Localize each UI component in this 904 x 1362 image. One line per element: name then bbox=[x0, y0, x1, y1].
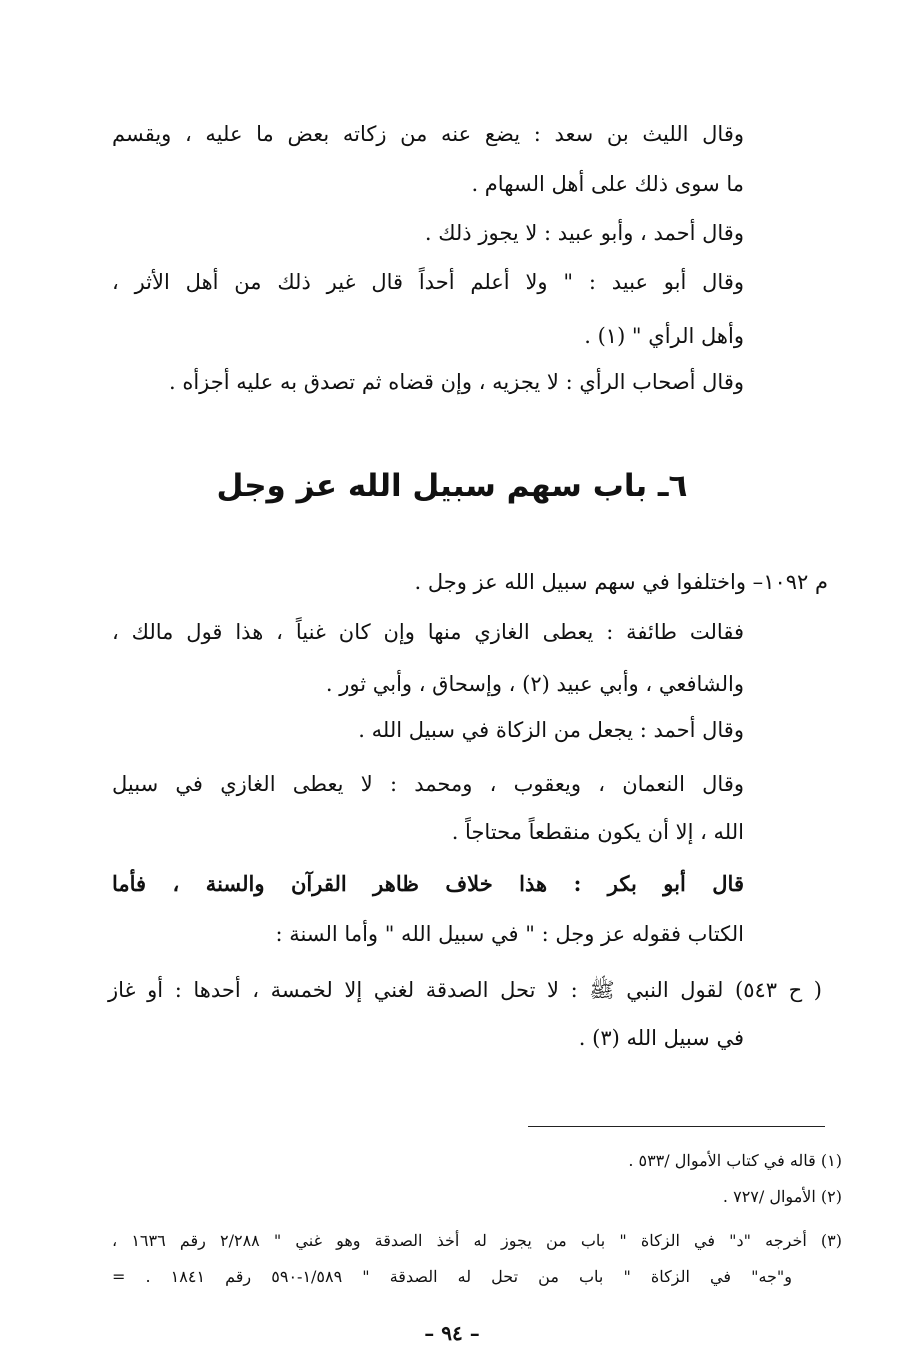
page-number: – ٩٤ – bbox=[424, 1321, 480, 1345]
chapter-heading: ٦ـ باب سهم سبيل الله عز وجل bbox=[216, 468, 688, 504]
text-line: الكتاب فقوله عز وجل : " في سبيل الله " وأما السنة : bbox=[275, 922, 744, 946]
text-line: وأهل الرأي " (١) . bbox=[584, 324, 744, 348]
footnote: (٣) أخرجه "د" في الزكاة " باب من يجوز له أخذ الصدقة وهو غني " ٢/٢٨٨ رقم ١٦٣٦ ، bbox=[112, 1231, 843, 1250]
text-line: ( ح ٥٤٣) لقول النبي ﷺ : لا تحل الصدقة لغني إلا لخمسة ، أحدها : أو غاز bbox=[108, 978, 823, 1002]
text-line: وقال أحمد ، وأبو عبيد : لا يجوز ذلك . bbox=[424, 221, 744, 245]
text-line: وقال النعمان ، ويعقوب ، ومحمد : لا يعطى الغازي في سبيل bbox=[112, 772, 744, 796]
text-line: وقال أحمد : يجعل من الزكاة في سبيل الله . bbox=[358, 718, 744, 742]
text-line: م ١٠٩٢– واختلفوا في سهم سبيل الله عز وجل . bbox=[414, 570, 828, 594]
text-line: ما سوى ذلك على أهل السهام . bbox=[471, 172, 744, 196]
text-line: وقال الليث بن سعد : يضع عنه من زكاته بعض ما عليه ، ويقسم bbox=[112, 122, 744, 146]
text-line: وقال أصحاب الرأي : لا يجزيه ، وإن قضاه ثم تصدق به عليه أجزأه . bbox=[168, 370, 744, 394]
footnote-separator bbox=[528, 1126, 825, 1127]
footnote: (٢) الأموال /٧٢٧ . bbox=[722, 1187, 842, 1206]
text-line: الله ، إلا أن يكون منقطعاً محتاجاً . bbox=[451, 820, 744, 844]
text-line: قال أبو بكر : هذا خلاف ظاهر القرآن والسنة ، فأما bbox=[112, 871, 744, 896]
text-line: والشافعي ، وأبي عبيد (٢) ، وإسحاق ، وأبي ثور . bbox=[325, 672, 744, 696]
text-line: في سبيل الله (٣) . bbox=[578, 1026, 744, 1050]
text-line: فقالت طائفة : يعطى الغازي منها وإن كان غنياً ، هذا قول مالك ، bbox=[112, 620, 744, 644]
text-line: وقال أبو عبيد : " ولا أعلم أحداً قال غير ذلك من أهل الأثر ، bbox=[112, 270, 744, 294]
footnote: و"جه" في الزكاة " باب من تحل له الصدقة " ١/٥٨٩-٥٩٠ رقم ١٨٤١ . = bbox=[112, 1267, 793, 1286]
footnote: (١) قاله في كتاب الأموال /٥٣٣ . bbox=[628, 1151, 842, 1170]
